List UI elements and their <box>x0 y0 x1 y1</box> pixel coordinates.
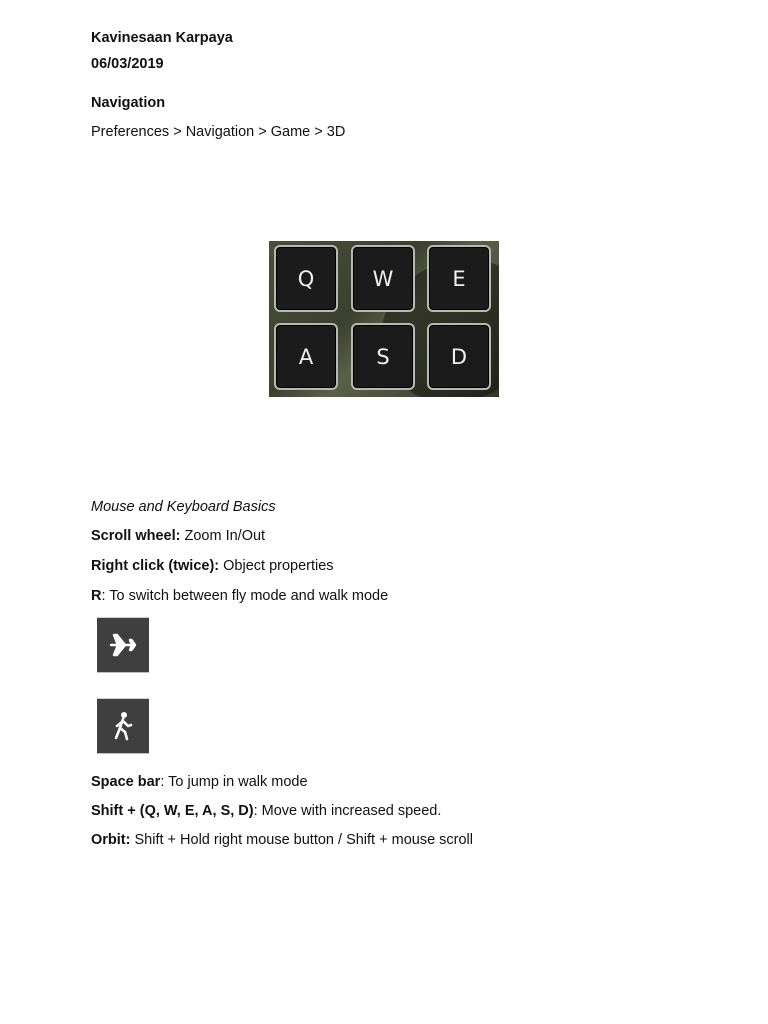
right-click-line <box>91 557 334 575</box>
airplane-icon <box>97 618 149 672</box>
key-w: W <box>351 245 415 312</box>
shift-speed-text: : Move with increased speed. <box>253 803 442 819</box>
key-a: A <box>274 323 338 390</box>
key-s: S <box>351 323 415 390</box>
navigation-heading: Navigation <box>91 95 166 111</box>
wasd-keys-image <box>269 241 499 397</box>
r-key-line <box>91 587 388 605</box>
author-name: Kavinesaan Karpaya <box>91 30 233 46</box>
shift-speed-label: Shift + (Q, W, E, A, S, D) <box>91 803 254 819</box>
key-e: E <box>427 245 491 312</box>
key-d: D <box>427 323 491 390</box>
space-bar-line <box>91 773 308 791</box>
space-bar-label: Space bar <box>91 774 161 790</box>
document-date: 06/03/2019 <box>91 56 164 72</box>
key-q: Q <box>274 245 338 312</box>
scroll-wheel-label: Scroll wheel: <box>91 528 181 544</box>
scroll-wheel-text: Zoom In/Out <box>180 528 266 544</box>
right-click-text: Object properties <box>219 558 334 574</box>
scroll-wheel-line <box>91 527 265 545</box>
shift-speed-line <box>91 802 441 820</box>
walking-person-icon-glyph <box>108 710 138 742</box>
right-click-label: Right click (twice): <box>91 558 220 574</box>
space-bar-text: : To jump in walk mode <box>160 774 308 790</box>
orbit-text: Shift + Hold right mouse button / Shift + mouse scroll <box>130 832 473 848</box>
airplane-icon-glyph <box>108 630 138 660</box>
r-key-text: : To switch between fly mode and walk mode <box>101 588 389 604</box>
r-key-label: R <box>91 588 102 604</box>
orbit-line <box>91 831 473 849</box>
basics-heading: Mouse and Keyboard Basics <box>91 499 276 515</box>
orbit-label: Orbit: <box>91 832 131 848</box>
walking-person-icon <box>97 699 149 753</box>
navigation-path: Preferences > Navigation > Game > 3D <box>91 124 346 140</box>
